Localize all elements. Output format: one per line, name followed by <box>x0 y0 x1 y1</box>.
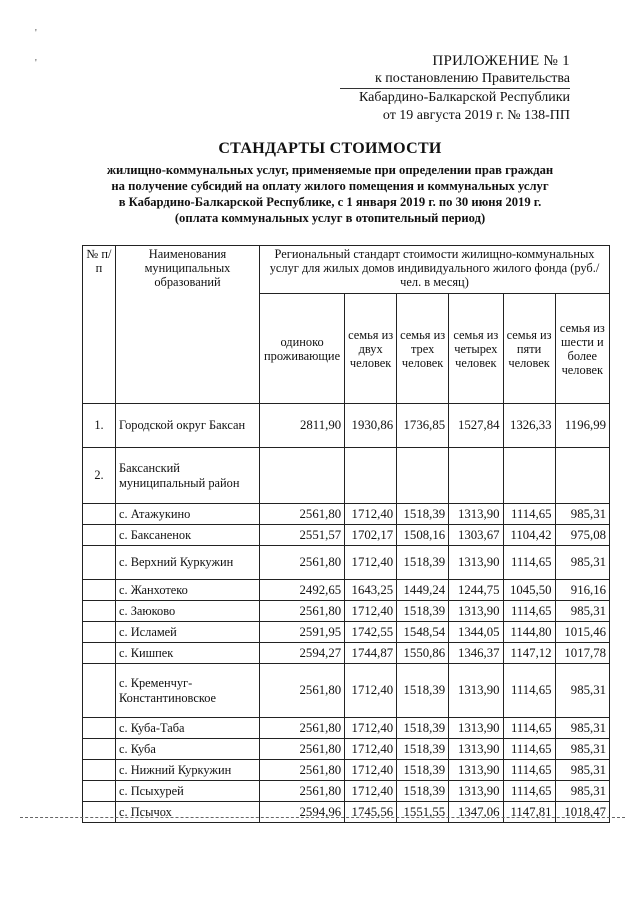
row-number <box>83 622 116 643</box>
value-cell: 1518,39 <box>397 781 449 802</box>
value-cell: 985,31 <box>555 781 609 802</box>
value-cell: 1550,86 <box>397 643 449 664</box>
value-cell: 2561,80 <box>260 504 345 525</box>
value-cell: 1114,65 <box>503 760 555 781</box>
value-cell: 1508,16 <box>397 525 449 546</box>
value-cell <box>397 448 449 504</box>
value-cell: 2492,65 <box>260 580 345 601</box>
appendix-line-3: от 19 августа 2019 г. № 138-ПП <box>382 108 570 123</box>
municipality-name: Городской округ Баксан <box>116 404 260 448</box>
value-cell <box>260 448 345 504</box>
municipality-name: с. Псыхурей <box>116 781 260 802</box>
value-cell: 1104,42 <box>503 525 555 546</box>
value-cell: 1518,39 <box>397 664 449 718</box>
row-number <box>83 643 116 664</box>
value-cell: 1712,40 <box>345 546 397 580</box>
table-row <box>83 802 610 823</box>
sub-header-2: семья из двух человек <box>345 294 397 404</box>
value-cell: 2594,27 <box>260 643 345 664</box>
standards-table <box>82 245 610 823</box>
value-cell: 1244,75 <box>449 580 503 601</box>
value-cell: 2561,80 <box>260 664 345 718</box>
value-cell: 1114,65 <box>503 601 555 622</box>
value-cell: 2561,80 <box>260 601 345 622</box>
row-number <box>83 664 116 718</box>
value-cell: 1114,65 <box>503 546 555 580</box>
value-cell: 1114,65 <box>503 718 555 739</box>
value-cell: 1147,12 <box>503 643 555 664</box>
value-cell: 1114,65 <box>503 664 555 718</box>
row-number <box>83 580 116 601</box>
value-cell: 2561,80 <box>260 781 345 802</box>
table-row <box>83 760 610 781</box>
value-cell: 2811,90 <box>260 404 345 448</box>
value-cell: 985,31 <box>555 739 609 760</box>
value-cell: 916,16 <box>555 580 609 601</box>
value-cell: 1114,65 <box>503 504 555 525</box>
value-cell: 1744,87 <box>345 643 397 664</box>
municipality-name: с. Кишпек <box>116 643 260 664</box>
row-number <box>83 601 116 622</box>
value-cell: 1712,40 <box>345 781 397 802</box>
value-cell: 1114,65 <box>503 739 555 760</box>
value-cell: 1518,39 <box>397 718 449 739</box>
value-cell: 1313,90 <box>449 718 503 739</box>
value-cell: 1712,40 <box>345 718 397 739</box>
row-number: 1. <box>83 404 116 448</box>
row-number <box>83 739 116 760</box>
value-cell: 1313,90 <box>449 664 503 718</box>
value-cell: 1313,90 <box>449 781 503 802</box>
value-cell: 2561,80 <box>260 546 345 580</box>
value-cell: 2551,57 <box>260 525 345 546</box>
header-group: Региональный стандарт стоимости жилищно-коммунальных услуг для жилых домов индивидуального жилого фонда (руб./чел. в месяц) <box>260 246 610 294</box>
value-cell: 975,08 <box>555 525 609 546</box>
value-cell: 1346,37 <box>449 643 503 664</box>
row-number <box>83 525 116 546</box>
sub-header-4: семья из четырех человек <box>449 294 503 404</box>
value-cell: 1518,39 <box>397 760 449 781</box>
value-cell: 1303,67 <box>449 525 503 546</box>
value-cell: 1045,50 <box>503 580 555 601</box>
scan-mark-bottom: ' <box>35 58 37 69</box>
heading-sub-2: на получение субсидий на оплату жилого помещения и коммунальных услуг <box>111 179 549 193</box>
value-cell: 1736,85 <box>397 404 449 448</box>
municipality-name: с. Кременчуг-Константиновское <box>116 664 260 718</box>
value-cell: 1144,80 <box>503 622 555 643</box>
heading-sub-1: жилищно-коммунальных услуг, применяемые при определении прав граждан <box>106 163 554 177</box>
table-row <box>83 504 610 525</box>
value-cell: 1313,90 <box>449 601 503 622</box>
value-cell: 985,31 <box>555 664 609 718</box>
value-cell: 1326,33 <box>503 404 555 448</box>
table-row <box>83 580 610 601</box>
heading-title: СТАНДАРТЫ СТОИМОСТИ <box>218 140 442 157</box>
header-name: Наименования муниципальных образований <box>116 246 260 404</box>
value-cell: 1518,39 <box>397 504 449 525</box>
table-row <box>83 718 610 739</box>
table-body <box>83 404 610 823</box>
row-number: 2. <box>83 448 116 504</box>
row-number <box>83 760 116 781</box>
municipality-name: с. Баксаненок <box>116 525 260 546</box>
value-cell: 1518,39 <box>397 739 449 760</box>
municipality-name: Баксанский муниципальный район <box>116 448 260 504</box>
value-cell: 1527,84 <box>449 404 503 448</box>
row-number <box>83 802 116 823</box>
municipality-name: с. Атажукино <box>116 504 260 525</box>
municipality-name: с. Псычох <box>116 802 260 823</box>
value-cell: 1449,24 <box>397 580 449 601</box>
value-cell: 1643,25 <box>345 580 397 601</box>
value-cell: 1313,90 <box>449 739 503 760</box>
value-cell: 985,31 <box>555 601 609 622</box>
table-row <box>83 643 610 664</box>
value-cell: 1347,06 <box>449 802 503 823</box>
value-cell: 1712,40 <box>345 664 397 718</box>
sub-header-3: семья из трех человек <box>397 294 449 404</box>
sub-header-5: семья из пяти человек <box>503 294 555 404</box>
municipality-name: с. Жанхотеко <box>116 580 260 601</box>
value-cell: 1551,55 <box>397 802 449 823</box>
municipality-name: с. Куба <box>116 739 260 760</box>
value-cell: 1313,90 <box>449 760 503 781</box>
document-heading <box>60 140 600 226</box>
row-number <box>83 504 116 525</box>
value-cell: 1930,86 <box>345 404 397 448</box>
value-cell: 1344,05 <box>449 622 503 643</box>
municipality-name: с. Исламей <box>116 622 260 643</box>
value-cell: 2561,80 <box>260 760 345 781</box>
value-cell: 1313,90 <box>449 546 503 580</box>
value-cell: 1742,55 <box>345 622 397 643</box>
value-cell <box>345 448 397 504</box>
value-cell <box>555 448 609 504</box>
value-cell: 1712,40 <box>345 760 397 781</box>
value-cell <box>503 448 555 504</box>
value-cell: 2594,96 <box>260 802 345 823</box>
value-cell: 1712,40 <box>345 739 397 760</box>
value-cell: 1313,90 <box>449 504 503 525</box>
heading-sub-4: (оплата коммунальных услуг в отопительный период) <box>174 211 486 225</box>
value-cell: 2591,95 <box>260 622 345 643</box>
sub-header-1: одиноко проживающие <box>260 294 345 404</box>
heading-sub-3: в Кабардино-Балкарской Республике, с 1 января 2019 г. по 30 июня 2019 г. <box>118 195 542 209</box>
value-cell: 2561,80 <box>260 718 345 739</box>
table-row <box>83 622 610 643</box>
value-cell: 985,31 <box>555 546 609 580</box>
value-cell: 1518,39 <box>397 601 449 622</box>
value-cell: 1745,56 <box>345 802 397 823</box>
sub-header-6: семья из шести и более человек <box>555 294 609 404</box>
value-cell: 1548,54 <box>397 622 449 643</box>
page-bottom-rule <box>20 817 625 818</box>
value-cell: 1702,17 <box>345 525 397 546</box>
table-row <box>83 448 610 504</box>
value-cell: 1017,78 <box>555 643 609 664</box>
value-cell: 1018,47 <box>555 802 609 823</box>
row-number <box>83 546 116 580</box>
header-num: № п/п <box>83 246 116 404</box>
municipality-name: с. Куба-Таба <box>116 718 260 739</box>
value-cell: 985,31 <box>555 504 609 525</box>
value-cell: 2561,80 <box>260 739 345 760</box>
appendix-line-2: Кабардино-Балкарской Республики <box>359 90 570 105</box>
table-row <box>83 739 610 760</box>
value-cell: 1147,81 <box>503 802 555 823</box>
row-number <box>83 781 116 802</box>
scan-mark-top: ' <box>35 28 37 39</box>
row-number <box>83 718 116 739</box>
value-cell: 985,31 <box>555 718 609 739</box>
value-cell: 1712,40 <box>345 504 397 525</box>
value-cell: 1712,40 <box>345 601 397 622</box>
value-cell: 985,31 <box>555 760 609 781</box>
value-cell: 1114,65 <box>503 781 555 802</box>
appendix-title: ПРИЛОЖЕНИЕ № 1 <box>432 53 570 69</box>
table-row <box>83 546 610 580</box>
table-row <box>83 404 610 448</box>
table-row <box>83 601 610 622</box>
value-cell <box>449 448 503 504</box>
table-row <box>83 664 610 718</box>
table-row <box>83 781 610 802</box>
table-row <box>83 525 610 546</box>
value-cell: 1518,39 <box>397 546 449 580</box>
municipality-name: с. Нижний Куркужин <box>116 760 260 781</box>
appendix-line-1: к постановлению Правительства <box>340 70 570 89</box>
appendix-block <box>310 52 570 125</box>
value-cell: 1196,99 <box>555 404 609 448</box>
municipality-name: с. Верхний Куркужин <box>116 546 260 580</box>
value-cell: 1015,46 <box>555 622 609 643</box>
municipality-name: с. Заюково <box>116 601 260 622</box>
